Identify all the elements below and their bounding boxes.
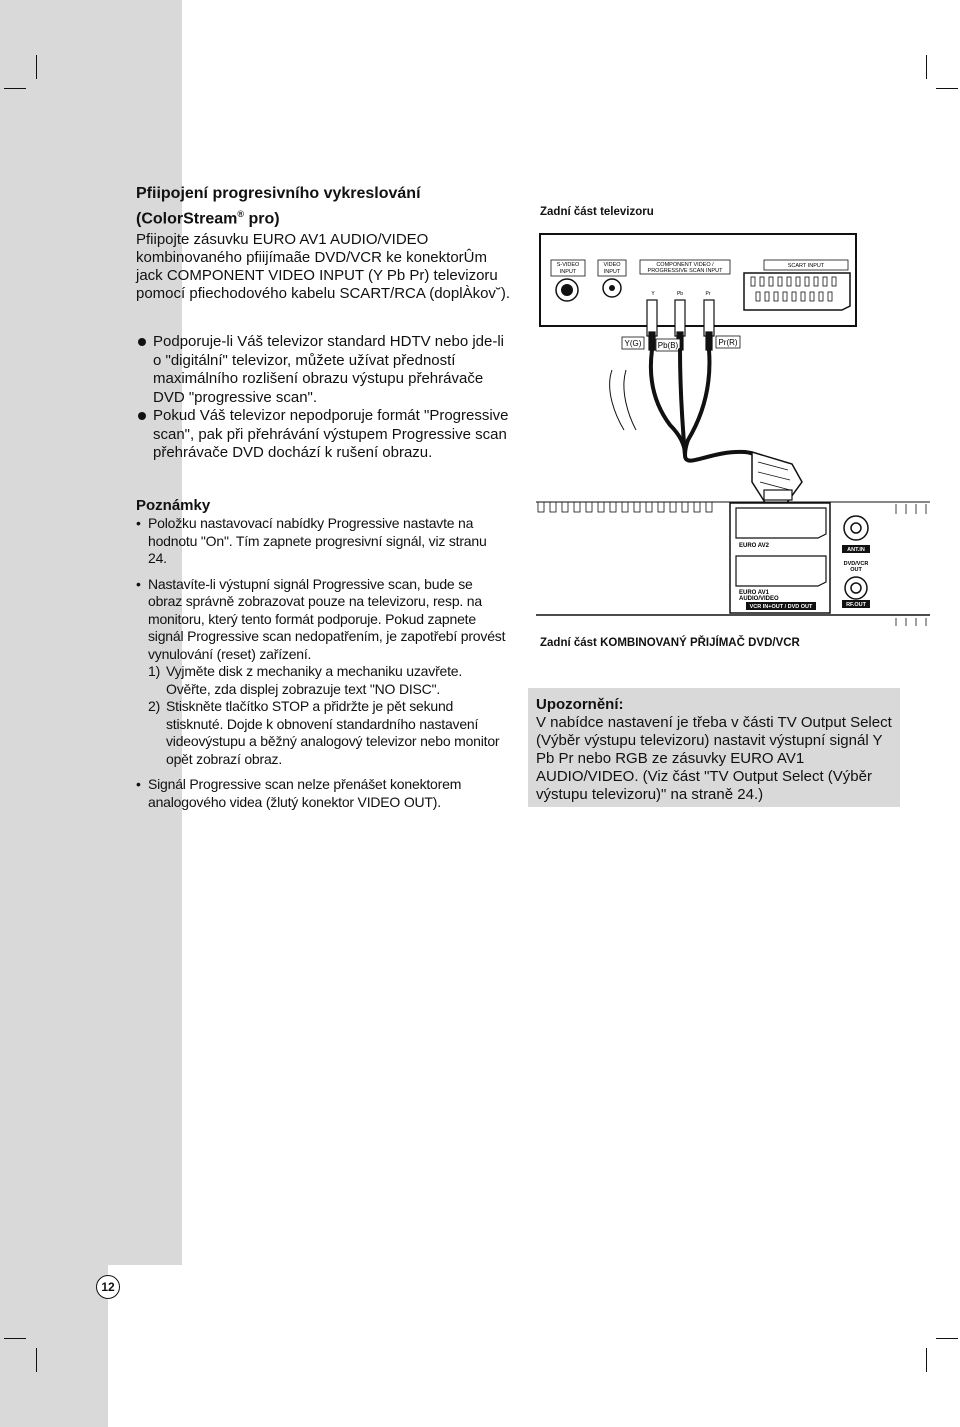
tv-caption: Zadní část televizoru: [540, 206, 654, 218]
panel-edge-ticks: [896, 504, 926, 626]
ant-in-jack-core: [851, 523, 861, 533]
dvd-caption-prefix: Zadní část: [540, 637, 601, 649]
guide-line: [610, 370, 624, 430]
svideo-label-2: INPUT: [559, 269, 577, 275]
note-bullet: •: [136, 776, 141, 792]
component-cables: [651, 350, 769, 480]
bullet-dot-icon: [138, 412, 146, 420]
crop-mark: [36, 55, 37, 79]
bullet-list: [136, 333, 516, 463]
notes-heading: Poznámky: [136, 497, 211, 514]
component-label: COMPONENT VIDEO /: [656, 262, 714, 268]
plug-pr-label: Pr(R): [718, 338, 738, 347]
y-jack-label: Y: [651, 291, 655, 297]
note-item: [136, 515, 506, 568]
step-text: Vyjměte disk z mechaniky a mechaniku uzavřete. Ověřte, zda displej zobrazuje text "NO DISC".: [166, 663, 463, 697]
title-line-1: Pfiipojení progresivního vykreslování: [136, 185, 421, 202]
notes-list: [136, 515, 506, 819]
title-line-2: (ColorStream: [136, 210, 238, 228]
note-text: Položku nastavovací nabídky Progressive nastavte na hodnotu "On". Tím zapnete progresivní signál, viz stranu 24.: [148, 515, 487, 566]
ant-in-label: ANT.IN: [847, 547, 865, 553]
crop-mark: [36, 1348, 37, 1372]
note-item: [136, 776, 506, 811]
video-label-2: INPUT: [603, 269, 621, 275]
scart-input-label: SCART INPUT: [787, 263, 825, 269]
rf-out-jack-core: [851, 583, 861, 593]
pr-jack-label: Pr: [705, 291, 711, 297]
plug-pb-label: Pb(B): [657, 341, 679, 350]
note-bullet: •: [136, 575, 141, 592]
pb-jack-label: Pb: [676, 291, 684, 297]
step-number: 2): [148, 698, 161, 714]
dvd-vcr-out-label: DVD/VCR: [843, 561, 869, 567]
crop-mark: [4, 88, 26, 89]
vcr-bar-label: VCR IN+OUT / DVD OUT: [749, 604, 813, 610]
dvd-caption: [540, 637, 800, 649]
scart-plug-icon: [752, 452, 802, 504]
note-text: Nastavíte-li výstupní signál Progressive scan, bude se obraz správně zobrazovat pouze na televizoru, resp. na monitoru, který tento formát podporuje. Pokud zapnete signál Progressive scan nedopatřením, je zapotřebí provést vynulování (reset) zařízení.: [148, 575, 506, 662]
euro-av1-label-2: AUDIO/VIDEO: [739, 596, 779, 602]
bullet-item: [136, 333, 516, 407]
euro-av2-label: EURO AV2: [739, 543, 770, 549]
connection-diagram: [520, 220, 940, 640]
warning-heading: Upozornění:: [536, 696, 624, 713]
left-gray-band-lower: [0, 1265, 108, 1427]
euro-av1-label: EURO AV1: [739, 590, 770, 596]
euro-av2-socket-icon: [736, 508, 826, 538]
dvd-panel-vent-slots: [538, 502, 712, 512]
step-number: 1): [148, 663, 161, 679]
video-jack-core: [609, 285, 615, 291]
crop-mark: [936, 1338, 958, 1339]
crop-mark: [936, 88, 958, 89]
svideo-label: S-VIDEO: [556, 262, 580, 268]
video-label: VIDEO: [603, 262, 621, 268]
rf-out-label: RF.OUT: [846, 602, 866, 608]
dvd-vcr-out-label-2: OUT: [850, 567, 862, 573]
note-bullet: •: [136, 515, 141, 531]
note-step: [148, 698, 506, 768]
crop-mark: [926, 1348, 927, 1372]
intro-paragraph: Pfiipojte zásuvku EURO AV1 AUDIO/VIDEO kombinovaného pfiijímaãe DVD/VCR ke konektorÛm jack COMPONENT VIDEO INPUT (Y Pb Pr) televizoru pomocí pfiechodového kabelu SCART/RCA (doplÀkov˘).: [136, 231, 511, 302]
component-label-2: PROGRESSIVE SCAN INPUT: [647, 268, 723, 274]
step-text: Stiskněte tlačítko STOP a přidržte je pět sekund stisknuté. Dojde k obnovení standardního nastavení videovýstupu a běžný analogový televizor nebo monitor opět zobrazí obraz.: [166, 698, 500, 767]
registered-mark: ®: [237, 209, 244, 219]
note-step: [148, 663, 506, 698]
bullet-item: [136, 407, 516, 463]
title-line-2-suffix: pro): [244, 210, 280, 228]
bullet-dot-icon: [138, 338, 146, 346]
warning-text: V nabídce nastavení je třeba v části TV Output Select (Výběr výstupu televizoru) nastavit výstupní signál Y Pb Pr nebo RGB ze zásuvky EURO AV1 AUDIO/VIDEO. (Viz část "TV Output Select (Výběr výstupu televizoru)" na straně 24.): [536, 714, 892, 803]
plug-y-label: Y(G): [624, 339, 642, 348]
crop-mark: [926, 55, 927, 79]
dvd-caption-bold: KOMBINOVANÝ PŘIJÍMAČ DVD/VCR: [600, 637, 800, 649]
note-item: [136, 576, 506, 769]
bullet-text: Pokud Váš televizor nepodporuje formát "Progressive scan", pak při přehrávání výstupem Progressive scan přehrávače DVD dochází k rušení obrazu.: [153, 407, 509, 461]
euro-av1-socket-icon: [736, 556, 826, 586]
svideo-jack-core: [561, 284, 573, 296]
page-number: 12: [96, 1275, 120, 1299]
section-title: [136, 183, 516, 229]
bullet-text: Podporuje-li Váš televizor standard HDTV nebo jde-li o "digitální" televizor, můžete užívat předností maximálního rozlišení obrazu výstupu přehrávače DVD "progressive scan".: [153, 333, 505, 406]
crop-mark: [4, 1338, 26, 1339]
guide-line: [624, 370, 636, 430]
note-text: Signál Progressive scan nelze přenášet konektorem analogového videa (žlutý konektor VIDEO OUT).: [148, 776, 462, 810]
